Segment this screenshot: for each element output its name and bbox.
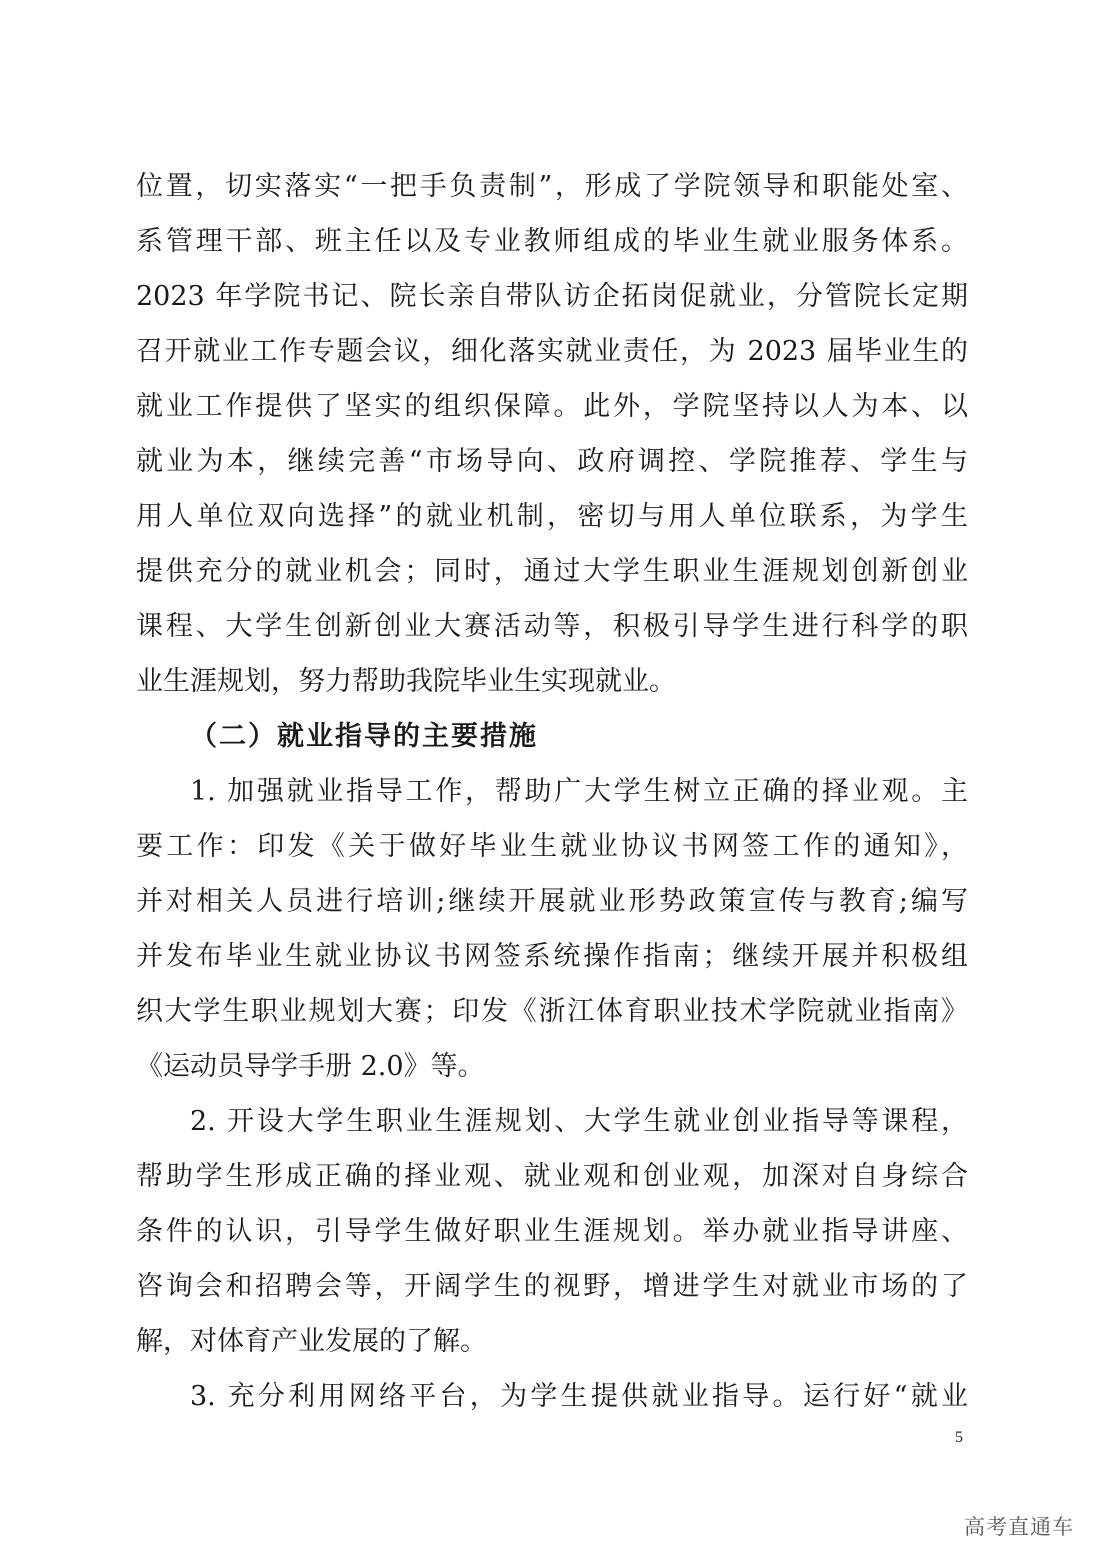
- body-text-line: 召开就业工作专题会议，细化落实就业责任，为 2023 届毕业生的: [136, 336, 968, 367]
- body-text-line: 2023 年学院书记、院长亲自带队访企拓岗促就业，分管院长定期: [136, 281, 968, 312]
- body-text-line: 用人单位双向选择”的就业机制，密切与用人单位联系，为学生: [136, 501, 968, 532]
- body-text-line: 1. 加强就业指导工作，帮助广大学生树立正确的择业观。主: [190, 776, 968, 807]
- body-text-line: 课程、大学生创新创业大赛活动等，积极引导学生进行科学的职: [136, 611, 968, 642]
- body-text-line: 提供充分的就业机会；同时，通过大学生职业生涯规划创新创业: [136, 556, 968, 587]
- body-text-line: 帮助学生形成正确的择业观、就业观和创业观，加深对自身综合: [136, 1161, 968, 1192]
- body-text-line: 就业为本，继续完善“市场导向、政府调控、学院推荐、学生与: [136, 446, 968, 477]
- body-text-line: 并发布毕业生就业协议书网签系统操作指南；继续开展并积极组: [136, 941, 968, 972]
- body-text-line: 解，对体育产业发展的了解。: [136, 1326, 487, 1357]
- body-text-line: 《运动员导学手册 2.0》等。: [136, 1051, 485, 1082]
- section-heading: （二）就业指导的主要措施: [190, 721, 538, 752]
- body-text-line: 条件的认识，引导学生做好职业生涯规划。举办就业指导讲座、: [136, 1216, 968, 1247]
- body-text-line: 就业工作提供了坚实的组织保障。此外，学院坚持以人为本、以: [136, 391, 968, 422]
- body-text-line: 业生涯规划，努力帮助我院毕业生实现就业。: [136, 666, 676, 697]
- watermark-text: 高考直通车: [964, 1515, 1074, 1539]
- body-text-line: 要工作：印发《关于做好毕业生就业协议书网签工作的通知》，: [136, 831, 968, 862]
- body-text-line: 位置，切实落实“一把手负责制”，形成了学院领导和职能处室、: [136, 171, 968, 202]
- body-text-line: 咨询会和招聘会等，开阔学生的视野，增进学生对就业市场的了: [136, 1271, 968, 1302]
- body-text-line: 2. 开设大学生职业生涯规划、大学生就业创业指导等课程，: [190, 1106, 968, 1137]
- body-text-line: 3. 充分利用网络平台，为学生提供就业指导。运行好“就业: [190, 1381, 968, 1412]
- page-number: 5: [955, 1429, 963, 1446]
- body-text-line: 并对相关人员进行培训;继续开展就业形势政策宣传与教育;编写: [136, 886, 968, 917]
- body-text-line: 系管理干部、班主任以及专业教师组成的毕业生就业服务体系。: [136, 226, 968, 257]
- body-text-line: 织大学生职业规划大赛；印发《浙江体育职业技术学院就业指南》: [136, 996, 968, 1027]
